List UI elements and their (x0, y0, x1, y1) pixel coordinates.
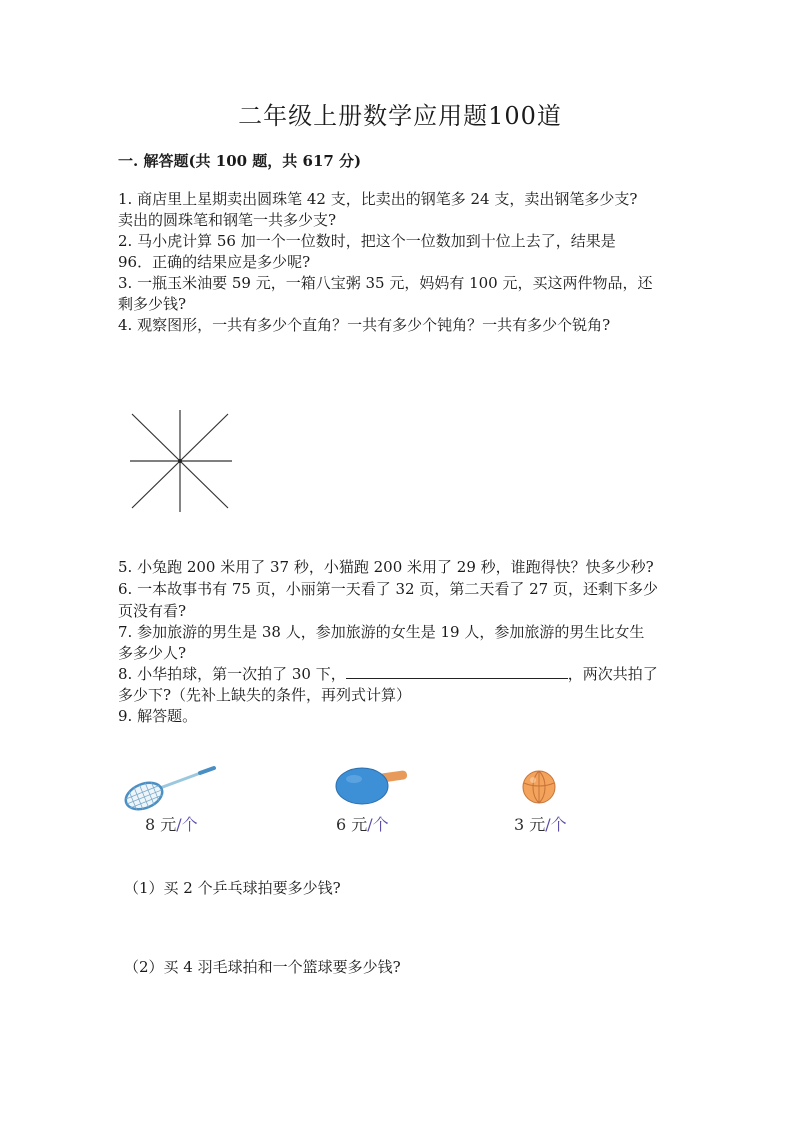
price-ping-pong-paddle-value: 6 元 (336, 815, 368, 834)
question-7-line-1: 7. 参加旅游的男生是 38 人，参加旅游的女生是 19 人，参加旅游的男生比女生 (118, 623, 645, 641)
badminton-racket-icon (120, 762, 220, 812)
question-3-line-1: 3. 一瓶玉米油要 59 元，一箱八宝粥 35 元，妈妈有 100 元，买这两件物品，还 (118, 274, 653, 292)
question-2-line-2: 96．正确的结果应是多少呢? (118, 253, 311, 271)
question-4-line-1: 4. 观察图形，一共有多少个直角？一共有多少个钝角？一共有多少个锐角? (118, 316, 611, 334)
ping-pong-paddle-icon (333, 762, 413, 812)
subquestion-2: （2）买 4 羽毛球拍和一个篮球要多少钱? (124, 958, 401, 976)
price-basketball-unit: /个 (545, 815, 567, 834)
angles-figure (126, 406, 236, 516)
question-9-line-1: 9. 解答题。 (118, 707, 198, 725)
section-heading: 一. 解答题(共 100 题，共 617 分) (118, 152, 362, 170)
question-6-line-2: 页没有看? (118, 602, 187, 620)
price-basketball (514, 812, 567, 835)
question-5-line-1: 5. 小兔跑 200 米用了 37 秒，小猫跑 200 米用了 29 秒，谁跑得快？快多少秒? (118, 558, 654, 576)
price-badminton-racket (145, 812, 198, 835)
question-8-line-1 (118, 663, 658, 684)
price-basketball-value: 3 元 (514, 815, 546, 834)
center-point (178, 459, 182, 463)
question-2-line-1: 2. 马小虎计算 56 加一个一位数时，把这个一位数加到十位上去了，结果是 (118, 232, 616, 250)
subquestion-1: （1）买 2 个乒乓球拍要多少钱? (124, 879, 341, 897)
basketball-icon (519, 767, 559, 807)
question-8-line-2: 多少下?（先补上缺失的条件，再列式计算） (118, 686, 412, 704)
price-badminton-racket-unit: /个 (176, 815, 198, 834)
question-8-text-after: ，两次共拍了 (567, 665, 658, 683)
price-ping-pong-paddle-unit: /个 (367, 815, 389, 834)
answer-blank[interactable] (346, 664, 568, 679)
question-1-line-1: 1. 商店里上星期卖出圆珠笔 42 支，比卖出的钢笔多 24 支，卖出钢笔多少支? (118, 190, 638, 208)
price-badminton-racket-value: 8 元 (145, 815, 177, 834)
question-1-line-2: 卖出的圆珠笔和钢笔一共多少支? (118, 211, 337, 229)
question-7-line-2: 多多少人? (118, 644, 187, 662)
page-title: 二年级上册数学应用题100道 (238, 102, 562, 130)
question-3-line-2: 剩多少钱? (118, 295, 187, 313)
question-6-line-1: 6. 一本故事书有 75 页，小丽第一天看了 32 页，第二天看了 27 页，还剩下多少 (118, 580, 658, 598)
price-ping-pong-paddle (336, 812, 389, 835)
question-8-text-before: 8. 小华拍球，第一次拍了 30 下， (118, 665, 346, 683)
